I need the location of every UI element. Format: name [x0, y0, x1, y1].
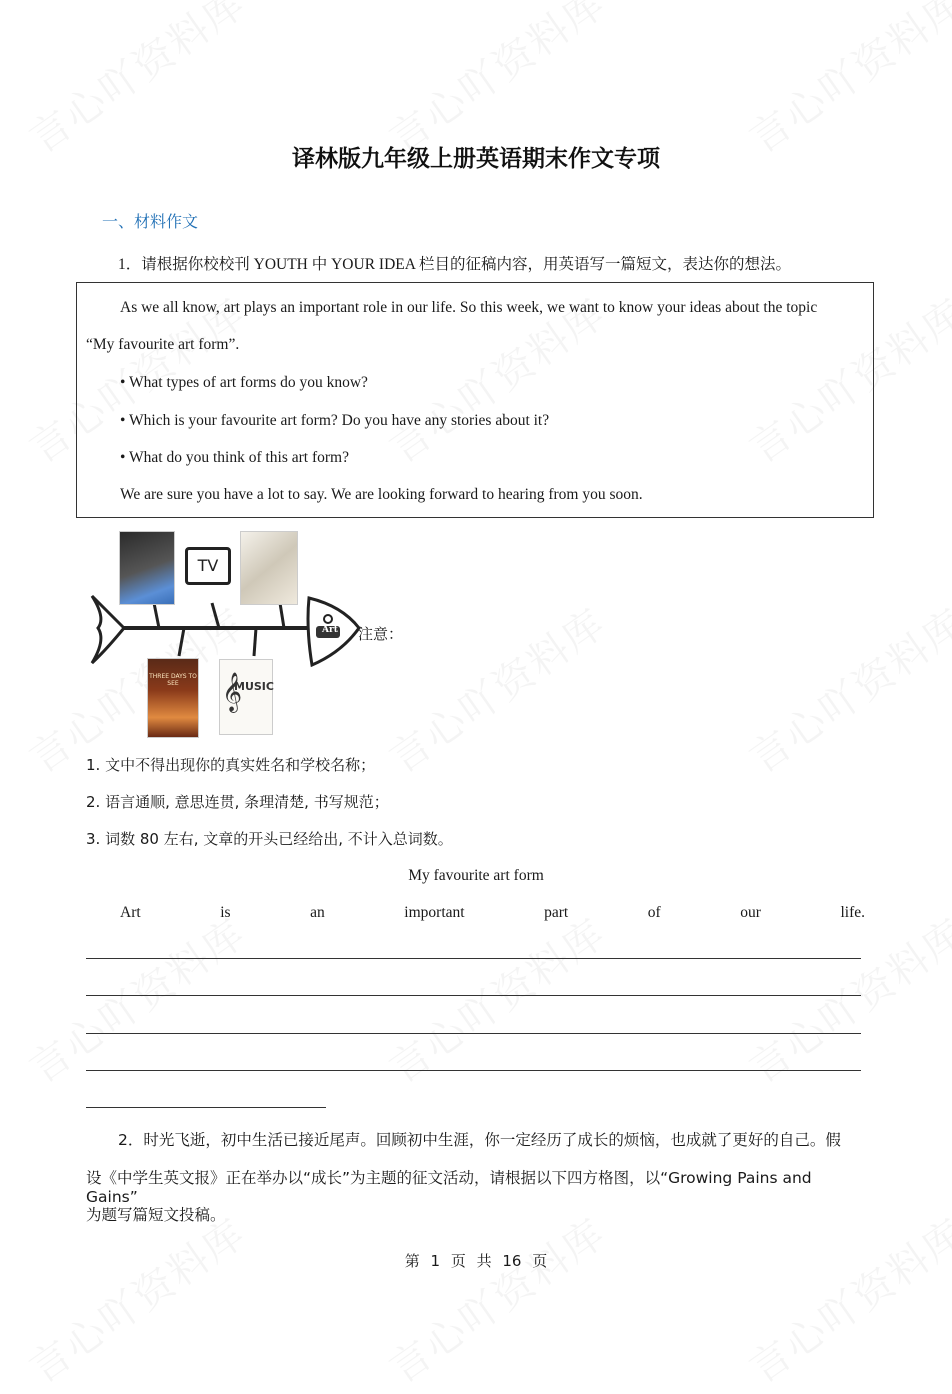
requirement-item: 3. 词数 80 左右, 文章的开头已经给出, 不计入总词数。: [86, 830, 453, 848]
answer-line[interactable]: [86, 958, 861, 959]
watermark: [376, 593, 615, 784]
treble-clef-icon: 𝄞: [222, 674, 243, 711]
bullet-item: • What types of art forms do you know?: [120, 374, 368, 391]
tv-icon: [182, 533, 234, 601]
prompt-box: [76, 282, 874, 518]
music-label: MUSIC: [234, 680, 274, 693]
opening-word: Art: [120, 904, 141, 921]
watermark: [736, 593, 952, 784]
requirement-item: 2. 语言通顺, 意思连贯, 条理清楚, 书写规范；: [86, 793, 389, 811]
tv-label: TV: [185, 547, 231, 585]
opening-word: important: [404, 904, 465, 921]
intro-line-2: “My favourite art form”.: [86, 336, 240, 353]
intro-line-1: As we all know, art plays an important role in our life. So this week, we want to know your ideas about the topic: [120, 299, 818, 316]
page-number: 第 1 页 共 16 页: [404, 1252, 548, 1270]
page-title: 译林版九年级上册英语期末作文专项: [292, 146, 660, 172]
watermark: [376, 1203, 615, 1394]
opening-word: our: [740, 904, 761, 921]
opening-word: of: [647, 904, 661, 921]
question-2-line-1: 2．时光飞逝，初中生活已接近尾声。回顾初中生涯，你一定经历了成长的烦恼，也成就了更好的自己。假: [118, 1131, 841, 1149]
watermark: [736, 1203, 952, 1394]
answer-line[interactable]: [86, 1070, 861, 1071]
essay-title: My favourite art form: [408, 867, 544, 884]
answer-line[interactable]: [86, 1107, 326, 1108]
note-label: 注意：: [358, 625, 404, 643]
watermark: [16, 1203, 255, 1394]
book-title: THREE DAYS TO SEE: [149, 673, 197, 687]
bullet-item: • Which is your favourite art form? Do you have any stories about it?: [120, 412, 550, 429]
art-label: Art: [322, 625, 338, 635]
closing-line: We are sure you have a lot to say. We are looking forward to hearing from you soon.: [120, 486, 643, 503]
fishbone-diagram: [84, 528, 384, 738]
film-reel-icon: [119, 531, 175, 605]
section-heading: 一、材料作文: [102, 212, 199, 231]
book-cover-icon: [147, 658, 199, 738]
question-2-line-2: 设《中学生英文报》正在举办以“成长”为主题的征文活动，请根据以下四方格图，以“Growing Pains and Gains”: [86, 1169, 812, 1206]
watermark: [16, 903, 255, 1094]
horse-painting-icon: [240, 531, 298, 605]
opening-word: is: [220, 904, 231, 921]
opening-word: part: [544, 904, 569, 921]
opening-word: an: [310, 904, 325, 921]
opening-word: life.: [840, 904, 865, 921]
requirement-item: 1. 文中不得出现你的真实姓名和学校名称；: [86, 756, 376, 774]
answer-line[interactable]: [86, 995, 861, 996]
watermark: [736, 903, 952, 1094]
question-2-line-3: 为题写篇短文投稿。: [86, 1206, 226, 1224]
watermark: [376, 903, 615, 1094]
question-1-prompt: 1．请根据你校校刊 YOUTH 中 YOUR IDEA 栏目的征稿内容，用英语写一篇短文，表达你的想法。: [118, 256, 791, 273]
music-icon: [219, 659, 273, 735]
essay-opening-sentence: [120, 904, 865, 922]
answer-line[interactable]: [86, 1033, 861, 1034]
bullet-item: • What do you think of this art form?: [120, 449, 349, 466]
